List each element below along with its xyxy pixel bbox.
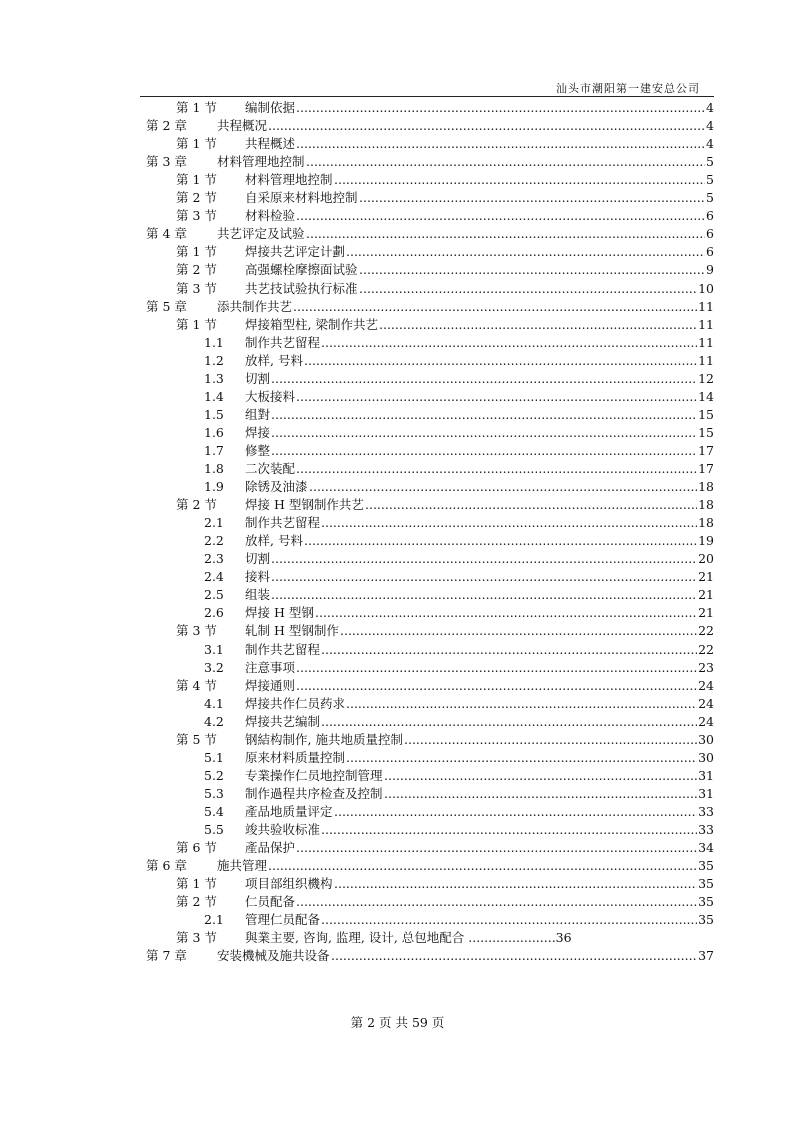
toc-entry-label: 5.2 (204, 767, 224, 783)
toc-entry-page-number: 5 (706, 154, 714, 170)
toc-entry-page-number: 18 (698, 497, 714, 513)
toc-entry-title: 焊接共艺编制 (245, 713, 321, 729)
toc-entry-page-number: 31 (698, 767, 714, 783)
toc-entry-title: 修整 (245, 442, 271, 458)
toc-entry-label: 第 1 节 (176, 876, 217, 892)
toc-entry-page-number: 4 (706, 136, 714, 152)
toc-entry[interactable] (176, 731, 714, 749)
toc-entry-leader-dots (359, 261, 705, 279)
toc-entry-label: 1.1 (204, 334, 224, 350)
toc-entry-label: 4.2 (204, 713, 224, 729)
toc-entry[interactable] (204, 641, 714, 659)
toc-entry-title: 轧制 H 型钢制作 (245, 623, 339, 639)
toc-entry-leader-dots (268, 117, 705, 135)
toc-entry-page-number: 21 (698, 605, 714, 621)
toc-entry-page-number: 10 (698, 280, 714, 296)
toc-entry-label: 第 6 章 (146, 858, 187, 874)
toc-entry-title: 项目部组织機构 (245, 876, 333, 892)
toc-entry-label: 1.8 (204, 461, 224, 476)
toc-entry-title: 產品地质量评定 (245, 803, 333, 819)
toc-entry-leader-dots (359, 189, 705, 207)
toc-entry-leader-dots (271, 370, 697, 388)
toc-entry-leader-dots (321, 514, 697, 532)
toc-entry[interactable] (176, 893, 714, 911)
toc-entry-page-number: 17 (698, 461, 714, 476)
toc-entry-label: 1.9 (204, 479, 224, 495)
toc-entry-page-number: 24 (698, 695, 714, 711)
toc-entry[interactable] (176, 189, 714, 207)
toc-entry[interactable] (204, 785, 714, 803)
toc-entry-title: 放样, 号料 (245, 352, 303, 368)
toc-entry-leader-dots (296, 677, 697, 695)
toc-entry-label: 第 2 节 (176, 894, 217, 910)
toc-entry[interactable] (204, 370, 714, 388)
toc-entry[interactable] (204, 442, 714, 460)
toc-entry-page-number: 12 (698, 370, 714, 386)
toc-entry-title: 大板接料 (245, 388, 296, 404)
toc-entry-title: 放样, 号料 (245, 533, 303, 549)
toc-entry-label: 5.1 (204, 749, 224, 765)
toc-entry-leader-dots (304, 352, 697, 370)
toc-entry-page-number: 22 (698, 623, 714, 639)
toc-entry-leader-dots (271, 550, 697, 568)
toc-entry[interactable] (204, 532, 714, 550)
toc-entry[interactable] (176, 622, 714, 640)
toc-entry-page-number: 11 (698, 298, 714, 314)
toc-entry[interactable] (204, 911, 714, 929)
toc-entry-leader-dots (340, 622, 697, 640)
toc-entry-leader-dots (321, 821, 697, 839)
toc-entry[interactable] (204, 514, 714, 532)
toc-entry-page-number: 19 (698, 533, 714, 549)
toc-entry[interactable] (204, 767, 714, 785)
toc-entry-page-number: 18 (698, 479, 714, 495)
toc-entry-label: 第 4 章 (146, 226, 187, 242)
toc-entry-title: 组装 (245, 587, 271, 603)
toc-entry[interactable] (146, 857, 714, 875)
toc-entry-title: 共程概述 (245, 136, 296, 152)
toc-entry-leader-dots (315, 604, 697, 622)
toc-entry-title: 安装機械及施共设备 (217, 948, 330, 964)
toc-entry-title: 组對 (245, 406, 271, 422)
toc-entry-title: 添共制作共艺 (217, 298, 293, 314)
toc-entry-label: 4.1 (204, 695, 224, 711)
toc-entry-title: 切割 (245, 370, 271, 386)
toc-entry-page-number: 21 (698, 569, 714, 585)
toc-entry-title: 材料检验 (245, 208, 296, 224)
toc-entry-page-number: 21 (698, 587, 714, 603)
toc-entry-label: 2.6 (204, 605, 224, 621)
toc-entry-page-number: 30 (698, 731, 714, 747)
toc-entry-title: 除锈及油漆 (245, 479, 308, 495)
page-footer: 第 2 页 共 59 页 (350, 1015, 445, 1030)
toc-entry-label: 第 2 节 (176, 190, 217, 206)
toc-entry-title: 自采原来材料地控制 (245, 190, 358, 206)
toc-entry-label: 第 1 节 (176, 136, 217, 152)
toc-entry-label: 2.5 (204, 587, 224, 603)
toc-entry-title: 產品保护 (245, 840, 296, 856)
toc-entry-title: 制作共艺留程 (245, 515, 321, 531)
toc-entry-title: 焊接共艺评定计劃 (245, 244, 346, 260)
page-header-company: 汕头市潮阳第一建安总公司 (556, 82, 700, 95)
toc-entry-leader-dots (404, 731, 697, 749)
toc-entry-label: 5.5 (204, 822, 224, 837)
toc-entry-label: 2.2 (204, 533, 224, 549)
toc-entry-page-number: 33 (698, 803, 714, 819)
toc-entry-title: 共艺技试验执行标准 (245, 280, 358, 296)
toc-entry[interactable] (204, 568, 714, 586)
toc-entry-leader-dots (296, 893, 697, 911)
toc-entry[interactable] (176, 99, 714, 117)
toc-entry-leader-dots (346, 695, 697, 713)
toc-entry-title: 专業操作仁员地控制管理 (245, 767, 383, 783)
toc-entry-label: 第 2 节 (176, 262, 217, 278)
toc-entry-leader-dots (384, 767, 697, 785)
toc-entry-label: 第 1 节 (176, 244, 217, 260)
toc-entry-page-number: 35 (698, 894, 714, 910)
toc-entry-title: 焊接 (245, 424, 271, 440)
toc-entry-title: 接料 (245, 569, 271, 585)
toc-entry-label: 3.2 (204, 659, 224, 675)
toc-entry-page-number: 6 (706, 208, 714, 224)
toc-entry-leader-dots (293, 298, 697, 316)
toc-entry-title: 仁员配备 (245, 894, 296, 910)
toc-entry-page-number: 5 (706, 172, 714, 188)
toc-entry[interactable] (204, 713, 714, 731)
toc-entry-page-number: 34 (698, 840, 714, 856)
toc-entry-leader-dots (296, 388, 697, 406)
toc-entry[interactable] (176, 261, 714, 279)
toc-entry-title: 制作共艺留程 (245, 641, 321, 657)
toc-entry-title: 與業主要, 咨询, 监理, 设计, 总包地配合 ......................36 (245, 930, 572, 946)
toc-entry-page-number: 14 (698, 388, 714, 404)
toc-entry-page-number: 9 (706, 262, 714, 278)
toc-entry-leader-dots (306, 225, 705, 243)
toc-entry-leader-dots (321, 334, 697, 352)
toc-entry-leader-dots (321, 713, 697, 731)
toc-entry-title: 高强螺栓摩擦面试验 (245, 262, 358, 278)
toc-entry[interactable] (176, 316, 714, 334)
toc-entry-page-number: 15 (698, 424, 714, 440)
toc-entry-title: 二次装配 (245, 461, 296, 476)
toc-entry[interactable] (176, 496, 714, 514)
toc-entry-leader-dots (334, 171, 705, 189)
toc-entry[interactable] (204, 478, 714, 496)
toc-entry-leader-dots (346, 243, 705, 261)
toc-entry[interactable] (176, 929, 714, 947)
toc-entry-title: 管理仁员配备 (245, 912, 321, 928)
toc-entry-page-number: 24 (698, 677, 714, 693)
toc-entry[interactable] (204, 406, 714, 424)
toc-entry-label: 第 6 节 (176, 840, 217, 856)
toc-entry-label: 1.7 (204, 442, 224, 458)
toc-entry-label: 2.4 (204, 569, 224, 585)
toc-entry[interactable] (176, 171, 714, 189)
toc-entry[interactable] (176, 839, 714, 857)
toc-entry[interactable] (204, 803, 714, 821)
toc-entry-title: 竣共验收标准 (245, 822, 321, 837)
toc-entry-page-number: 11 (698, 334, 714, 350)
toc-entry-page-number: 18 (698, 515, 714, 531)
toc-entry[interactable] (204, 424, 714, 442)
toc-entry-title: 焊接共作仁员药求 (245, 695, 346, 711)
toc-entry-leader-dots (306, 153, 705, 171)
toc-entry-leader-dots (379, 316, 697, 334)
toc-entry-leader-dots (334, 875, 697, 893)
toc-entry-leader-dots (309, 478, 697, 496)
toc-entry[interactable] (204, 604, 714, 622)
toc-entry-title: 制作過程共序检查及控制 (245, 785, 383, 801)
toc-entry-title: 制作共艺留程 (245, 334, 321, 350)
toc-entry-label: 第 3 章 (146, 154, 187, 170)
toc-entry-leader-dots (296, 207, 705, 225)
toc-entry-leader-dots (321, 911, 697, 929)
toc-entry-label: 1.4 (204, 388, 224, 404)
toc-entry-page-number: 17 (698, 442, 714, 458)
toc-entry-label: 第 5 章 (146, 298, 187, 314)
toc-entry-label: 2.1 (204, 912, 224, 928)
toc-entry-leader-dots (271, 406, 697, 424)
toc-entry-leader-dots (304, 532, 697, 550)
toc-entry-title: 材料管理地控制 (217, 154, 305, 170)
toc-entry[interactable] (204, 334, 714, 352)
toc-entry-label: 第 3 节 (176, 930, 217, 946)
toc-entry-label: 1.3 (204, 370, 224, 386)
toc-entry-page-number: 15 (698, 406, 714, 422)
toc-entry-label: 3.1 (204, 641, 224, 657)
toc-entry-title: 原来材料质量控制 (245, 749, 346, 765)
toc-entry-title: 焊接 H 型钢 (245, 605, 314, 621)
toc-entry-page-number: 35 (698, 912, 714, 928)
toc-entry[interactable] (176, 135, 714, 153)
toc-entry-page-number: 35 (698, 858, 714, 874)
toc-entry[interactable] (146, 225, 714, 243)
toc-entry-label: 第 3 节 (176, 623, 217, 639)
toc-entry-label: 第 1 节 (176, 316, 217, 332)
toc-entry-label: 第 2 章 (146, 118, 187, 134)
toc-entry-page-number: 4 (706, 100, 714, 115)
toc-entry[interactable] (204, 695, 714, 713)
toc-entry-page-number: 22 (698, 641, 714, 657)
toc-entry-page-number: 31 (698, 785, 714, 801)
toc-entry[interactable] (204, 460, 714, 478)
toc-entry[interactable] (204, 749, 714, 767)
toc-entry[interactable] (146, 117, 714, 135)
toc-entry-label: 1.6 (204, 424, 224, 440)
toc-entry-page-number: 23 (698, 659, 714, 675)
toc-entry-leader-dots (384, 785, 697, 803)
toc-entry-label: 5.4 (204, 803, 224, 819)
toc-entry-leader-dots (321, 641, 697, 659)
toc-entry[interactable] (204, 586, 714, 604)
toc-entry-title: 焊接 H 型钢制作共艺 (245, 497, 364, 513)
toc-entry-label: 第 7 章 (146, 948, 187, 964)
toc-entry[interactable] (204, 388, 714, 406)
toc-entry-leader-dots (331, 947, 697, 965)
toc-entry-label: 1.5 (204, 406, 224, 422)
toc-entry[interactable] (146, 298, 714, 316)
toc-entry-title: 共艺评定及试验 (217, 226, 305, 242)
toc-entry-leader-dots (296, 460, 697, 478)
toc-entry-leader-dots (296, 135, 705, 153)
toc-entry-label: 第 3 节 (176, 280, 217, 296)
toc-entry-label: 2.3 (204, 551, 224, 567)
toc-entry-page-number: 37 (698, 948, 714, 964)
toc-entry[interactable] (176, 875, 714, 893)
toc-entry-page-number: 35 (698, 876, 714, 892)
toc-entry-page-number: 6 (706, 226, 714, 242)
toc-entry-title: 施共管理 (217, 858, 268, 874)
toc-entry-label: 第 3 节 (176, 208, 217, 224)
toc-entry-title: 注意事项 (245, 659, 296, 675)
toc-entry-page-number: 4 (706, 118, 714, 134)
toc-entry-page-number: 11 (698, 316, 714, 332)
toc-entry-title: 材料管理地控制 (245, 172, 333, 188)
toc-entry-title: 焊接箱型柱, 梁制作共艺 (245, 316, 378, 332)
toc-entry[interactable] (204, 550, 714, 568)
toc-entry-leader-dots (271, 424, 697, 442)
toc-entry-leader-dots (359, 280, 697, 298)
toc-entry-title: 钢結构制作, 施共地质量控制 (245, 731, 403, 747)
toc-entry-page-number: 30 (698, 749, 714, 765)
toc-entry-label: 第 4 节 (176, 677, 217, 693)
toc-entry-page-number: 24 (698, 713, 714, 729)
toc-entry-title: 共程概况 (217, 118, 268, 134)
toc-entry-title: 焊接通则 (245, 677, 296, 693)
toc-entry[interactable] (176, 207, 714, 225)
toc-entry-label: 1.2 (204, 352, 224, 368)
toc-entry[interactable] (146, 153, 714, 171)
toc-entry[interactable] (204, 352, 714, 370)
toc-entry-label: 第 1 节 (176, 172, 217, 188)
toc-entry-label: 2.1 (204, 515, 224, 531)
toc-entry-page-number: 5 (706, 190, 714, 206)
toc-entry-title: 编制依据 (245, 100, 296, 115)
toc-entry[interactable] (204, 659, 714, 677)
toc-entry-leader-dots (268, 857, 697, 875)
toc-entry[interactable] (204, 821, 714, 839)
toc-entry-title: 切割 (245, 551, 271, 567)
toc-entry[interactable] (176, 280, 714, 298)
toc-entry-leader-dots (296, 659, 697, 677)
toc-entry-leader-dots (271, 586, 697, 604)
toc-entry-label: 第 2 节 (176, 497, 217, 513)
toc-entry-leader-dots (296, 839, 697, 857)
header-rule (140, 96, 714, 97)
toc-entry[interactable] (176, 677, 714, 695)
toc-entry[interactable] (176, 243, 714, 261)
toc-entry-label: 5.3 (204, 785, 224, 801)
toc-entry-page-number: 6 (706, 244, 714, 260)
toc-entry-leader-dots (271, 442, 697, 460)
toc-entry-leader-dots (346, 749, 697, 767)
toc-entry-leader-dots (365, 496, 697, 514)
toc-entry-leader-dots (296, 99, 705, 117)
toc-entry-page-number: 20 (698, 551, 714, 567)
toc-entry-leader-dots (271, 568, 697, 586)
toc-entry-label: 第 1 节 (176, 100, 217, 115)
toc-entry-page-number: 11 (698, 352, 714, 368)
toc-entry[interactable] (146, 947, 714, 965)
toc-entry-label: 第 5 节 (176, 731, 217, 747)
toc-entry-leader-dots (334, 803, 697, 821)
toc-entry-page-number: 33 (698, 822, 714, 837)
